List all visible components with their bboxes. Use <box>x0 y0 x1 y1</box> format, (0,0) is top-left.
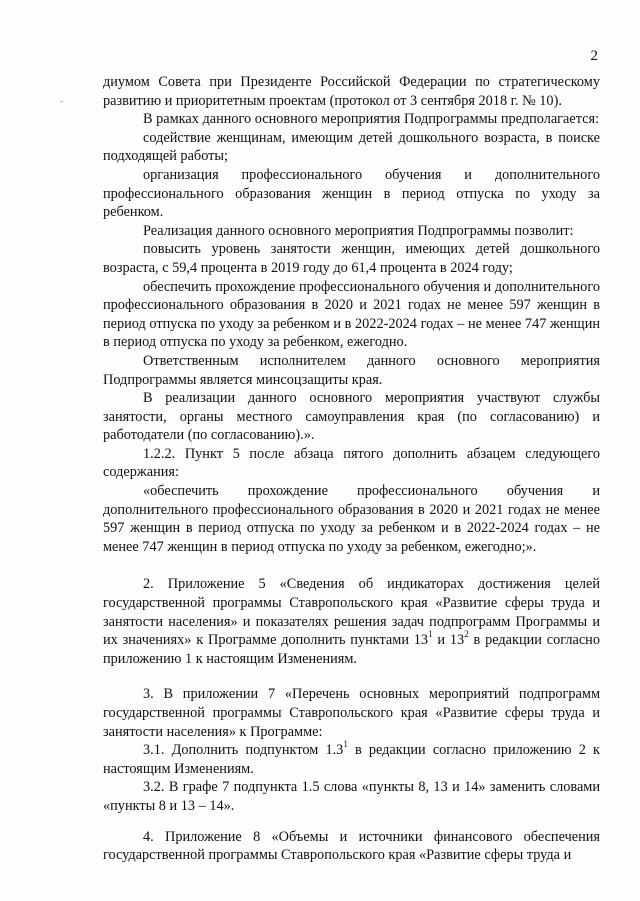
paragraph: 2. Приложение 5 «Сведения об индикаторах достижения целей государственной программы Ставропольского края «Развитие сферы труда и занятости населения» и показателях решения задач подпрограмм Программы и их значениях» к Программе дополнить пунктами $13^1$ и $13^2$ в редакции согласно приложению 1 к настоящим Изменениям. <box>103 576 600 667</box>
paragraph: «обеспечить прохождение профессионального обучения и дополнительного профессионального образования в 2020 и 2021 годах не менее 597 женщин в период отпуска по уходу за ребенком и в 2022-2024 годах – не менее 747 женщин в период отпуска по уходу за ребенком, ежегодно;». <box>103 483 600 555</box>
paragraph: 1.2.2. Пункт 5 после абзаца пятого дополнить абзацем следующего содержания: <box>103 445 600 481</box>
paragraph: 3. В приложении 7 «Перечень основных мероприятий подпрограмм государственной программы Ставропольского края «Развитие сферы труда и занятости населения» к Программе: <box>103 686 600 740</box>
paragraph: В рамках данного основного мероприятия Подпрограммы предполагается: <box>143 111 600 128</box>
page-number: 2 <box>590 48 598 64</box>
paragraph: 4. Приложение 8 «Объемы и источники финансового обеспечения государственной программы Ставропольского края «Развитие сферы труда и <box>103 828 600 864</box>
paragraph: Реализация данного основного мероприятия Подпрограммы позволит: <box>143 222 574 239</box>
paragraph: диумом Совета при Президенте Российской Федерации по стратегическому развитию и приоритетным проектам (протокол от 3 сентября 2018 г. № 10). <box>103 74 600 109</box>
paragraph: обеспечить прохождение профессионального обучения и дополнительного профессионального образования в 2020 и 2021 годах не менее 597 женщин в период отпуска по уходу за ребенком и в 2022-2024 годах – не менее 747 женщин в период отпуска по уходу за ребенком, ежегодно. <box>103 278 600 351</box>
paragraph: содействие женщинам, имеющим детей дошкольного возраста, в поиске подходящей работы; <box>103 129 600 165</box>
paragraph: Ответственным исполнителем данного основного мероприятия Подпрограммы является минсоцзащиты края. <box>103 352 600 388</box>
paragraph: организация профессионального обучения и дополнительного профессионального образования женщин в период отпуска по уходу за ребенком. <box>103 166 600 221</box>
scan-mark: ˉ <box>60 100 64 111</box>
paragraph: 3.2. В графе 7 подпункта 1.5 слова «пункты 8, 13 и 14» заменить словами «пункты 8 и 13 – 14». <box>103 779 600 814</box>
paragraph: В реализации данного основного мероприятия участвуют службы занятости, органы местного самоуправления края (по согласованию) и работодатели (по согласованию).». <box>103 390 600 444</box>
paragraph: 3.1. Дополнить подпунктом $1.3^1$ в редакции согласно приложению 2 к настоящим Изменениям. <box>103 739 600 777</box>
paragraph: повысить уровень занятости женщин, имеющих детей дошкольного возраста, с 59,4 процента в 2019 году до 61,4 процента в 2024 году; <box>103 241 600 276</box>
document-body <box>103 73 600 865</box>
